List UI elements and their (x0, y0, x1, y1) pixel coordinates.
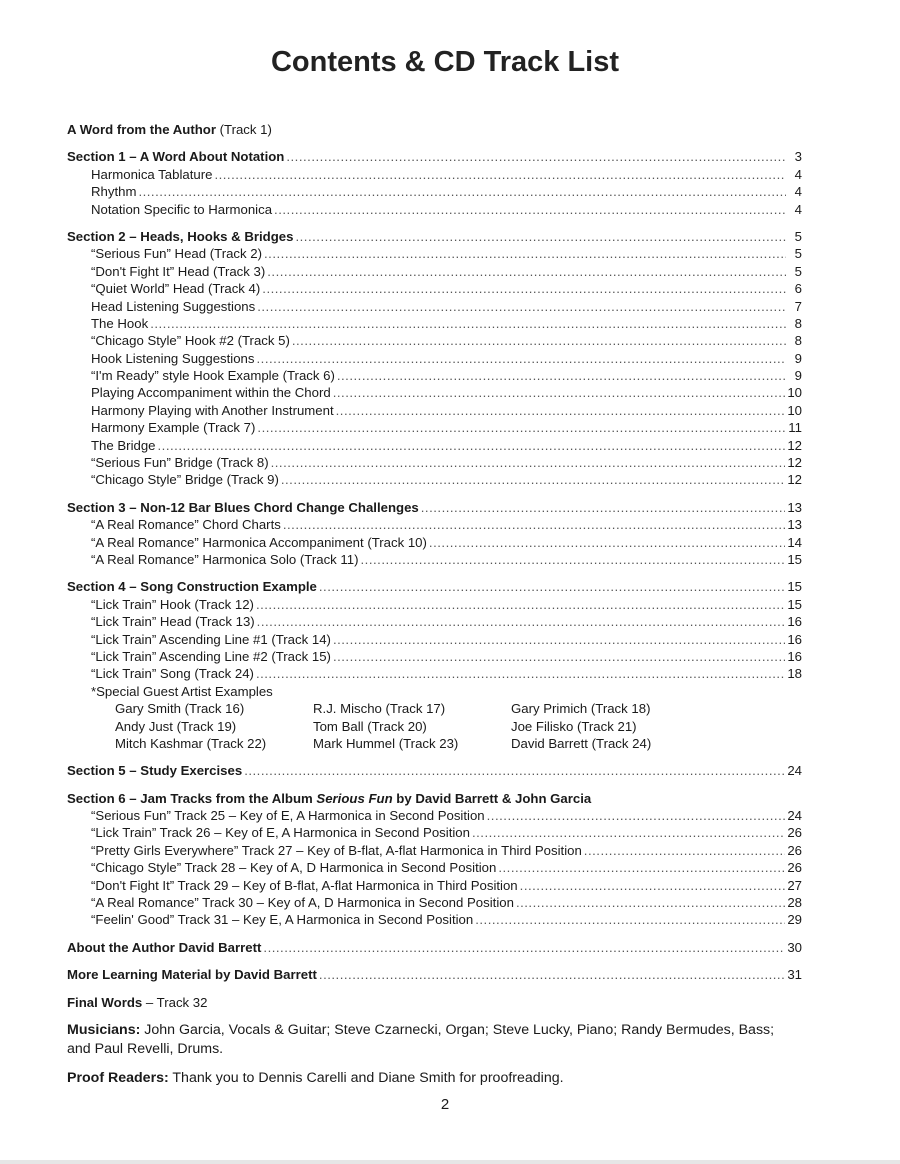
toc-entry (67, 877, 802, 894)
toc-entry (67, 471, 802, 488)
section-heading-row (67, 762, 802, 779)
toc-entry (67, 534, 802, 551)
leader-dots (256, 596, 785, 613)
about-entry (67, 939, 802, 956)
guest-artist: Mitch Kashmar (Track 22) (115, 735, 267, 751)
leader-dots (158, 437, 786, 454)
table-of-contents (67, 121, 802, 1098)
leader-dots (295, 228, 786, 245)
toc-entry-label: “Serious Fun” Track 25 – Key of E, A Harmonica in Second Position (91, 808, 485, 824)
proof-readers-paragraph (67, 1069, 797, 1088)
toc-entry-label: “Lick Train” Hook (Track 12) (91, 596, 254, 612)
toc-entry (67, 894, 802, 911)
toc-entry-label: “I'm Ready” style Hook Example (Track 6) (91, 368, 335, 384)
leader-dots (267, 263, 786, 280)
toc-entry (67, 367, 802, 384)
section-group (67, 148, 802, 218)
toc-entry (67, 551, 802, 568)
toc-entry-page: 12 (787, 437, 802, 453)
leader-dots (274, 201, 786, 218)
leader-dots (262, 280, 786, 297)
toc-entry (67, 911, 802, 928)
section-page: 13 (787, 499, 802, 515)
section-heading: Section 1 – A Word About Notation (67, 149, 285, 165)
leader-dots (472, 824, 785, 841)
toc-entry (67, 824, 802, 841)
proof-readers-text: Thank you to Dennis Carelli and Diane Smith for proofreading. (168, 1069, 564, 1086)
toc-entry-page: 8 (794, 333, 802, 349)
section-heading-row (67, 148, 802, 165)
toc-entry-label: Head Listening Suggestions (91, 298, 256, 314)
section-heading-row (67, 790, 802, 807)
section-page: 15 (787, 579, 802, 595)
toc-entry-label: “Lick Train” Ascending Line #1 (Track 14) (91, 631, 331, 647)
section-heading-album: Serious Fun (316, 790, 393, 806)
musicians-label: Musicians: (67, 1021, 141, 1038)
toc-entry (67, 315, 802, 332)
toc-entry-label: “A Real Romance” Harmonica Solo (Track 11) (91, 551, 359, 567)
toc-entry (67, 596, 802, 613)
toc-entry-label: “A Real Romance” Track 30 – Key of A, D Harmonica in Second Position (91, 895, 514, 911)
leader-dots (429, 534, 785, 551)
guest-artist: Tom Ball (Track 20) (313, 718, 427, 734)
leader-dots (257, 298, 786, 315)
toc-entry (67, 516, 802, 533)
toc-entry-page: 4 (794, 184, 802, 200)
toc-entry-label: “Feelin' Good” Track 31 – Key E, A Harmonica in Second Position (91, 912, 474, 928)
toc-entry-page: 16 (787, 631, 802, 647)
leader-dots (336, 402, 786, 419)
section-group (67, 499, 802, 569)
leader-dots (498, 859, 785, 876)
toc-entry-page: 4 (794, 166, 802, 182)
toc-entry-label: “Chicago Style” Track 28 – Key of A, D Harmonica in Second Position (91, 860, 497, 876)
guest-artists-grid (67, 700, 802, 752)
leader-dots (283, 516, 786, 533)
proof-readers-label: Proof Readers: (67, 1069, 169, 1086)
section-heading: Section 3 – Non-12 Bar Blues Chord Change Challenges (67, 499, 419, 515)
leader-dots (257, 419, 786, 436)
toc-entry-page: 5 (794, 263, 802, 279)
toc-entry-page: 11 (788, 420, 802, 436)
toc-entry (67, 245, 802, 262)
section-heading-row (67, 499, 802, 516)
leader-dots (520, 877, 786, 894)
leader-dots (244, 762, 785, 779)
section-heading-tail: by David Barrett & John Garcia (392, 790, 592, 806)
toc-entry (67, 631, 802, 648)
toc-entry-page: 27 (787, 877, 802, 893)
leader-dots (421, 499, 786, 516)
toc-entry-label: “Pretty Girls Everywhere” Track 27 – Key of B-flat, A-flat Harmonica in Third Position (91, 842, 582, 858)
leader-dots (256, 665, 785, 682)
toc-entry-label: Playing Accompaniment within the Chord (91, 385, 331, 401)
intro-entry (67, 121, 802, 138)
toc-entry-label: “Chicago Style” Hook #2 (Track 5) (91, 333, 290, 349)
toc-entry-label: “Lick Train” Track 26 – Key of E, A Harmonica in Second Position (91, 825, 470, 841)
toc-entry-page: 26 (787, 842, 802, 858)
leader-dots (337, 367, 786, 384)
about-page: 30 (787, 939, 802, 955)
toc-entry (67, 402, 802, 419)
section-heading: Section 4 – Song Construction Example (67, 579, 317, 595)
toc-entry-page: 10 (787, 385, 802, 401)
leader-dots (257, 350, 787, 367)
toc-entry-page: 12 (787, 472, 802, 488)
leader-dots (281, 471, 785, 488)
toc-entry (67, 298, 802, 315)
toc-entry-label: “Lick Train” Ascending Line #2 (Track 15) (91, 648, 331, 664)
page-title: Contents & CD Track List (270, 46, 620, 78)
toc-entry-label: The Bridge (91, 437, 156, 453)
leader-dots (257, 613, 786, 630)
final-words-track: – Track 32 (142, 994, 208, 1010)
toc-entry (67, 665, 802, 682)
toc-entry-page: 29 (787, 912, 802, 928)
toc-entry (67, 613, 802, 630)
toc-entry-label: “Lick Train” Head (Track 13) (91, 614, 255, 630)
leader-dots (271, 454, 786, 471)
section-heading-row (67, 228, 802, 245)
toc-entry (67, 437, 802, 454)
toc-entry (67, 842, 802, 859)
section-group (67, 578, 802, 752)
toc-entry (67, 280, 802, 297)
leader-dots (516, 894, 785, 911)
toc-entry-page: 26 (787, 825, 802, 841)
toc-entry-label: “A Real Romance” Chord Charts (91, 517, 281, 533)
intro-label: A Word from the Author (67, 122, 216, 137)
toc-entry-label: “Don't Fight It” Head (Track 3) (91, 263, 266, 279)
toc-entry-label: Hook Listening Suggestions (91, 350, 255, 366)
toc-entry-page: 5 (794, 246, 802, 262)
toc-entry (67, 859, 802, 876)
section-group (67, 790, 802, 929)
toc-entry-page: 28 (787, 895, 802, 911)
leader-dots (333, 648, 785, 665)
section-page: 3 (794, 149, 802, 165)
about-label: About the Author David Barrett (67, 939, 262, 955)
toc-entry-label: “Don't Fight It” Track 29 – Key of B-flat, A-flat Harmonica in Third Position (91, 877, 518, 893)
guest-artist: Andy Just (Track 19) (115, 718, 237, 734)
toc-entry-page: 7 (794, 298, 802, 314)
section-heading: Section 2 – Heads, Hooks & Bridges (67, 228, 294, 244)
toc-entry-page: 14 (787, 534, 802, 550)
toc-entry-page: 18 (787, 666, 802, 682)
guest-artists-heading: *Special Guest Artist Examples (91, 683, 273, 699)
toc-entry-label: “Serious Fun” Bridge (Track 8) (91, 455, 269, 471)
toc-entry-label: Harmony Example (Track 7) (91, 420, 256, 436)
toc-entry-page: 8 (794, 315, 802, 331)
toc-entry (67, 183, 802, 200)
guest-artist: Mark Hummel (Track 23) (313, 735, 459, 751)
toc-entry-page: 9 (794, 368, 802, 384)
toc-entry-label: “Lick Train” Song (Track 24) (91, 666, 254, 682)
leader-dots (292, 332, 786, 349)
musicians-text: John Garcia, Vocals & Guitar; Steve Czarnecki, Organ; Steve Lucky, Piano; Randy Bermudes, Bass; and Paul Revelli, Drums. (67, 1021, 775, 1057)
section-heading: Section 5 – Study Exercises (67, 763, 243, 779)
section-page: 24 (787, 763, 802, 779)
more-entry (67, 966, 802, 983)
toc-entry (67, 648, 802, 665)
guest-artist: R.J. Mischo (Track 17) (313, 701, 446, 717)
leader-dots (264, 245, 786, 262)
toc-entry (67, 807, 802, 824)
section-heading: Section 6 – Jam Tracks from the Album (67, 790, 317, 806)
more-page: 31 (787, 967, 802, 983)
section-heading-row (67, 578, 802, 595)
toc-entry-label: Notation Specific to Harmonica (91, 201, 273, 217)
leader-dots (319, 966, 785, 983)
toc-entry-page: 26 (787, 860, 802, 876)
toc-entry (67, 263, 802, 280)
page-edge (0, 1160, 900, 1164)
toc-entry-page: 15 (787, 551, 802, 567)
leader-dots (263, 939, 785, 956)
toc-entry-page: 13 (787, 517, 802, 533)
leader-dots (475, 911, 785, 928)
toc-entry-page: 9 (794, 350, 802, 366)
sections-list (67, 148, 802, 928)
leader-dots (361, 551, 786, 568)
leader-dots (319, 578, 785, 595)
toc-entry (67, 166, 802, 183)
toc-entry-label: The Hook (91, 315, 149, 331)
leader-dots (138, 183, 786, 200)
guest-artist: Gary Primich (Track 18) (511, 701, 651, 717)
toc-entry-label: “Chicago Style” Bridge (Track 9) (91, 472, 279, 488)
toc-entry-page: 6 (794, 281, 802, 297)
section-group (67, 228, 802, 489)
toc-entry-page: 4 (794, 201, 802, 217)
intro-track: (Track 1) (219, 122, 272, 137)
toc-entry (67, 350, 802, 367)
toc-entry-page: 10 (787, 402, 802, 418)
toc-entry (67, 419, 802, 436)
leader-dots (487, 807, 786, 824)
leader-dots (333, 631, 785, 648)
toc-entry-label: “A Real Romance” Harmonica Accompaniment (Track 10) (91, 534, 427, 550)
guest-artist: David Barrett (Track 24) (511, 735, 652, 751)
toc-entry-label: Harmony Playing with Another Instrument (91, 402, 334, 418)
toc-entry-label: “Serious Fun” Head (Track 2) (91, 246, 262, 262)
leader-dots (150, 315, 786, 332)
toc-entry (67, 201, 802, 218)
toc-entry-page: 15 (787, 596, 802, 612)
leader-dots (584, 842, 786, 859)
toc-entry-page: 16 (787, 648, 802, 664)
guest-artist: Joe Filisko (Track 21) (511, 718, 637, 734)
toc-entry-label: Rhythm (91, 184, 137, 200)
leader-dots (286, 148, 786, 165)
section-group (67, 762, 802, 779)
toc-entry (67, 332, 802, 349)
guest-artist: Gary Smith (Track 16) (115, 701, 245, 717)
toc-entry-label: “Quiet World” Head (Track 4) (91, 281, 261, 297)
section-page: 5 (794, 228, 802, 244)
leader-dots (333, 384, 786, 401)
more-label: More Learning Material by David Barrett (67, 967, 317, 983)
final-words-label: Final Words (67, 994, 143, 1010)
toc-entry-page: 16 (787, 614, 802, 630)
toc-entry-page: 12 (787, 455, 802, 471)
page-number: 2 (440, 1096, 450, 1113)
final-words-entry (67, 994, 802, 1011)
toc-entry-page: 24 (787, 808, 802, 824)
leader-dots (214, 166, 786, 183)
toc-entry (67, 454, 802, 471)
toc-entry-label: Harmonica Tablature (91, 166, 213, 182)
toc-entry (67, 384, 802, 401)
musicians-paragraph (67, 1021, 797, 1059)
